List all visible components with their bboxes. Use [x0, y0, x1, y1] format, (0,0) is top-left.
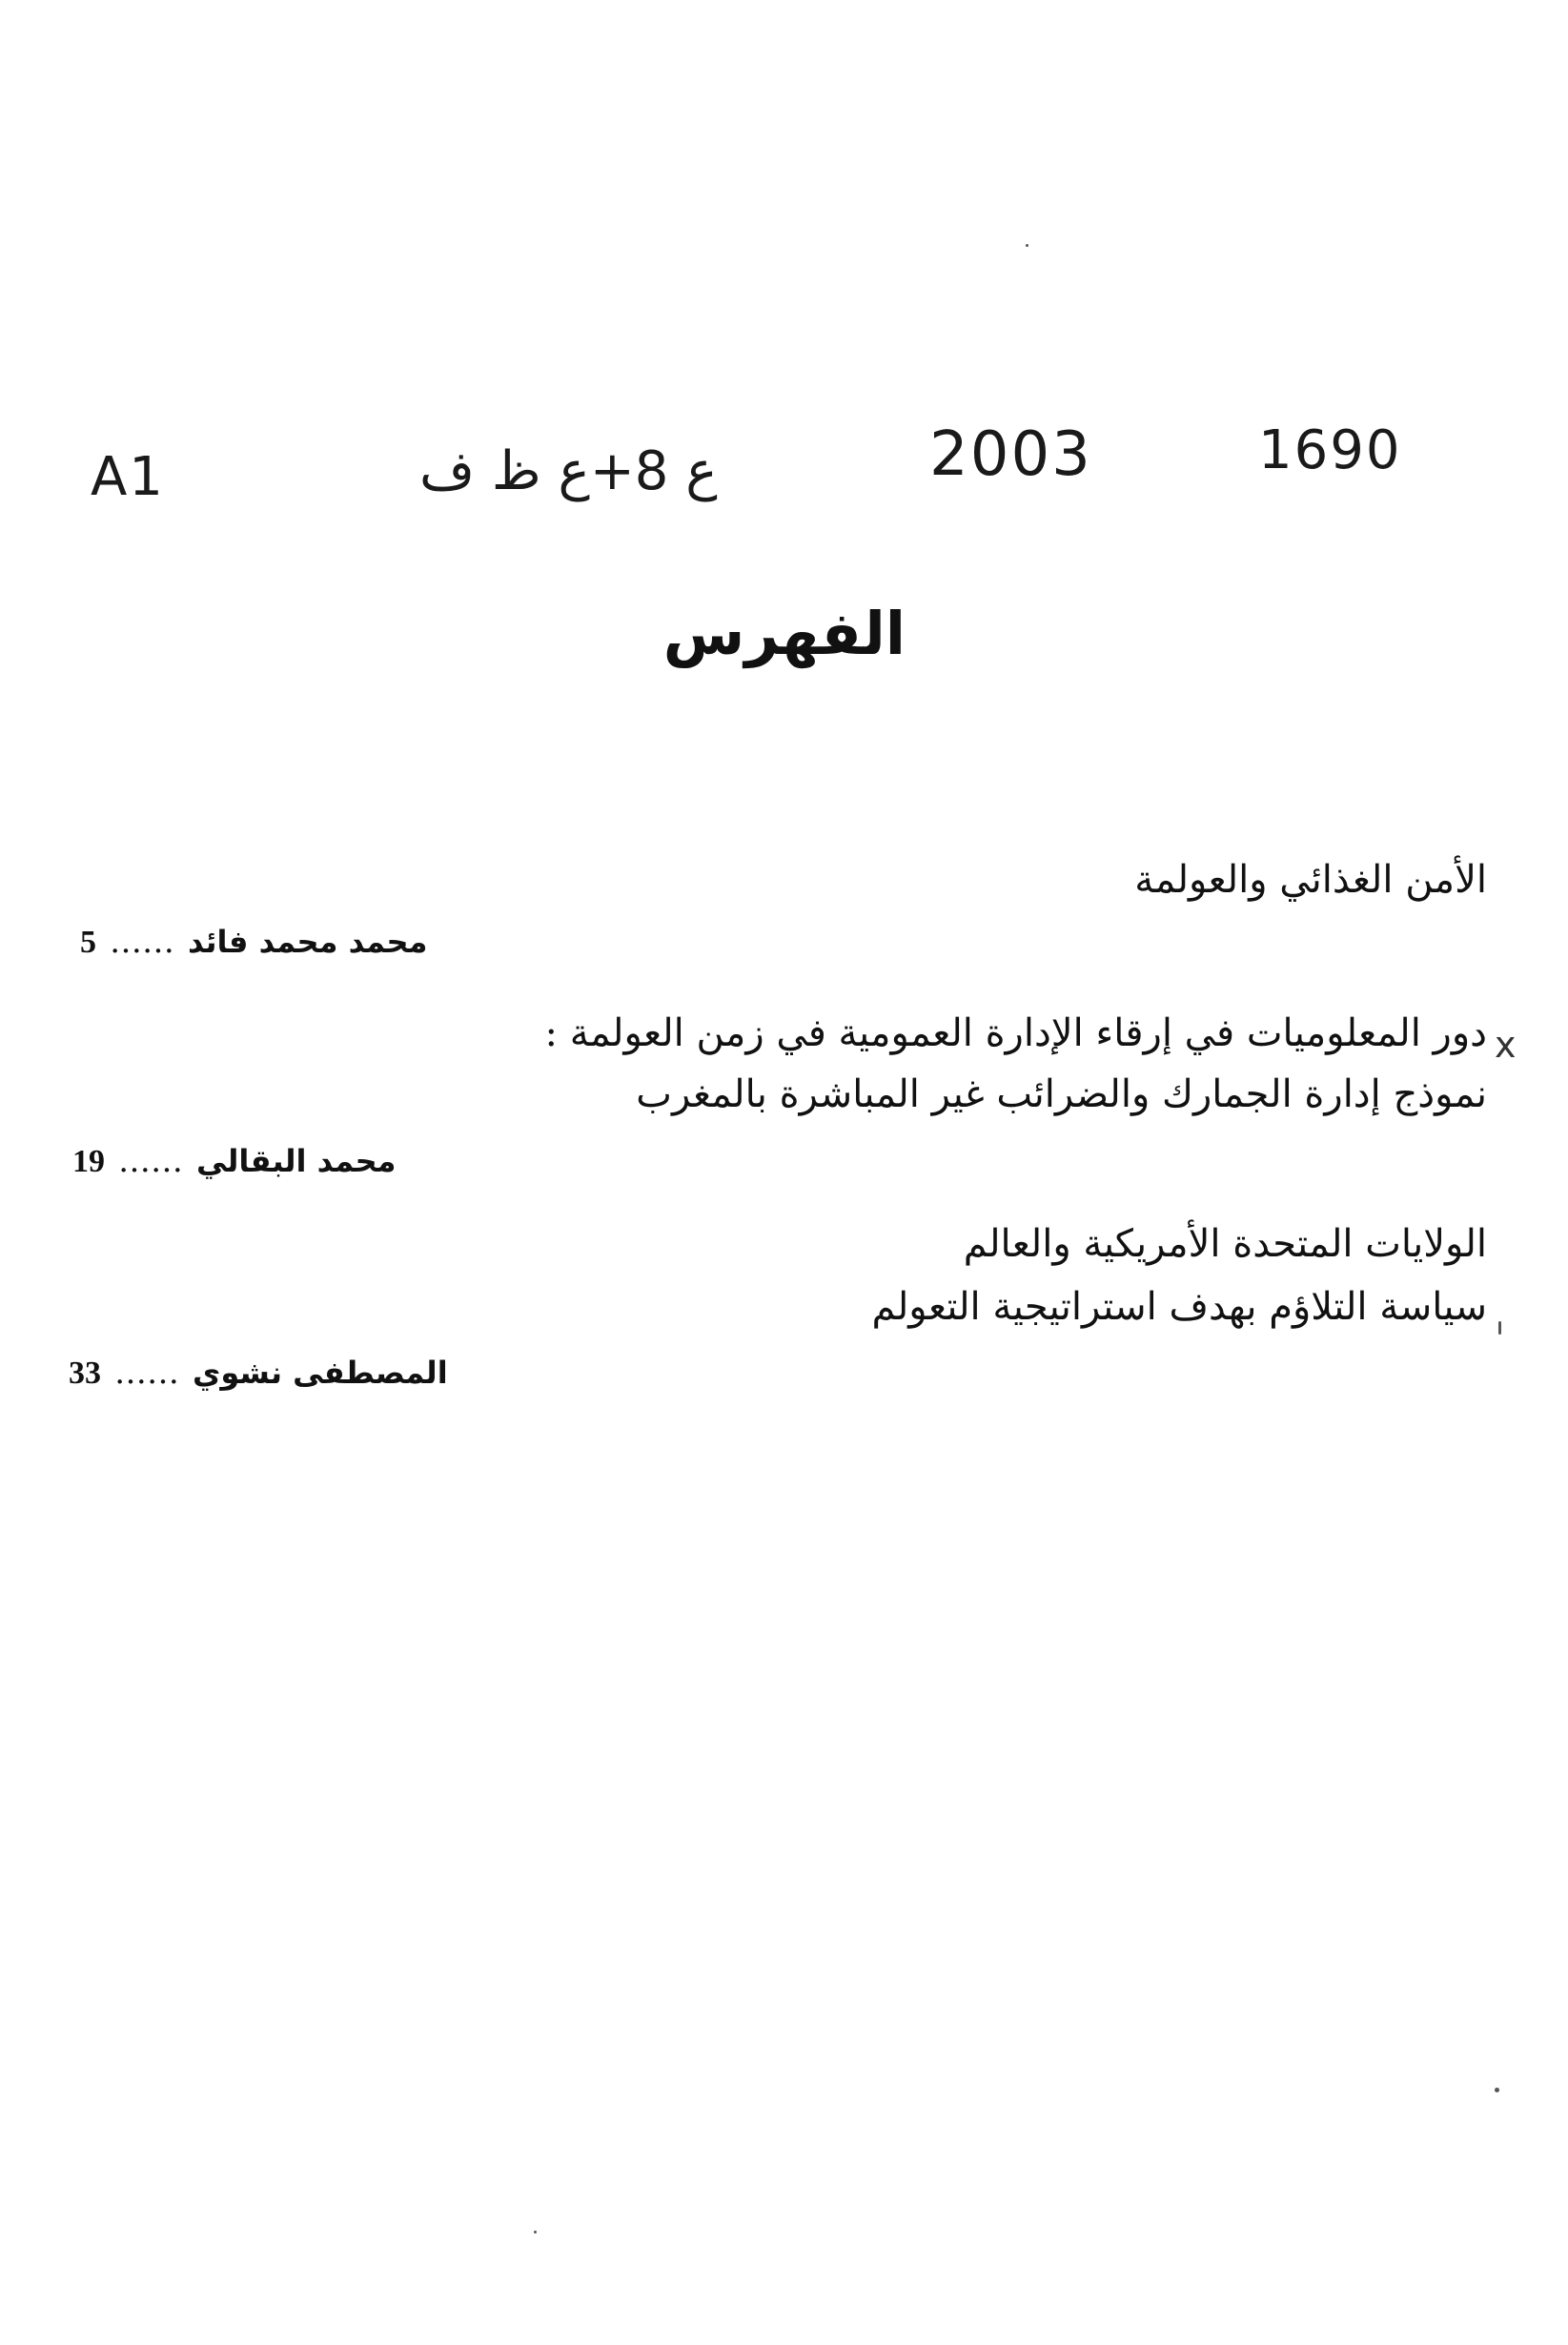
handwritten-code-middle: ع 8+ع ظ ف	[419, 440, 718, 502]
leader-dots: ……	[118, 1142, 183, 1180]
author-name: المصطفى نشوي	[193, 1355, 448, 1391]
entry-2-author-row	[72, 1142, 396, 1180]
scan-speck	[1498, 1321, 1501, 1335]
scan-speck	[534, 2231, 537, 2233]
leader-dots: ……	[114, 1354, 179, 1392]
entry-title-line: دور المعلوميات في إرقاء الإدارة العمومية في زمن العولمة :	[544, 1011, 1487, 1055]
author-name: محمد محمد فائد	[188, 924, 428, 960]
leader-dots: ……	[110, 923, 174, 961]
entry-title-line: الولايات المتحدة الأمريكية والعالم	[963, 1222, 1487, 1266]
entry-1-author-row	[80, 923, 427, 961]
page-number: 5	[80, 925, 96, 960]
scan-speck	[1026, 244, 1028, 247]
entry-3-author-row	[69, 1354, 448, 1392]
entry-2-title	[438, 1003, 1487, 1125]
page-number: 19	[72, 1144, 105, 1179]
page-title: الفهرس	[662, 599, 906, 668]
margin-mark: x	[1495, 1024, 1517, 1066]
page-number: 33	[69, 1356, 101, 1391]
entry-title-line: سياسة التلاؤم بهدف استراتيجية التعولم	[871, 1285, 1487, 1329]
scan-speck	[1495, 2088, 1499, 2092]
handwritten-year: 2003	[929, 419, 1092, 490]
handwritten-code-left: A1	[91, 446, 165, 508]
author-name: محمد البقالي	[196, 1143, 397, 1179]
handwritten-number: 1690	[1258, 419, 1402, 481]
entry-title-line: نموذج إدارة الجمارك والضرائب غير المباشرة بالمغرب	[636, 1072, 1487, 1116]
entry-title-line: الأمن الغذائي والعولمة	[1134, 858, 1487, 902]
entry-3-title	[534, 1213, 1487, 1338]
entry-1-title	[629, 858, 1487, 902]
